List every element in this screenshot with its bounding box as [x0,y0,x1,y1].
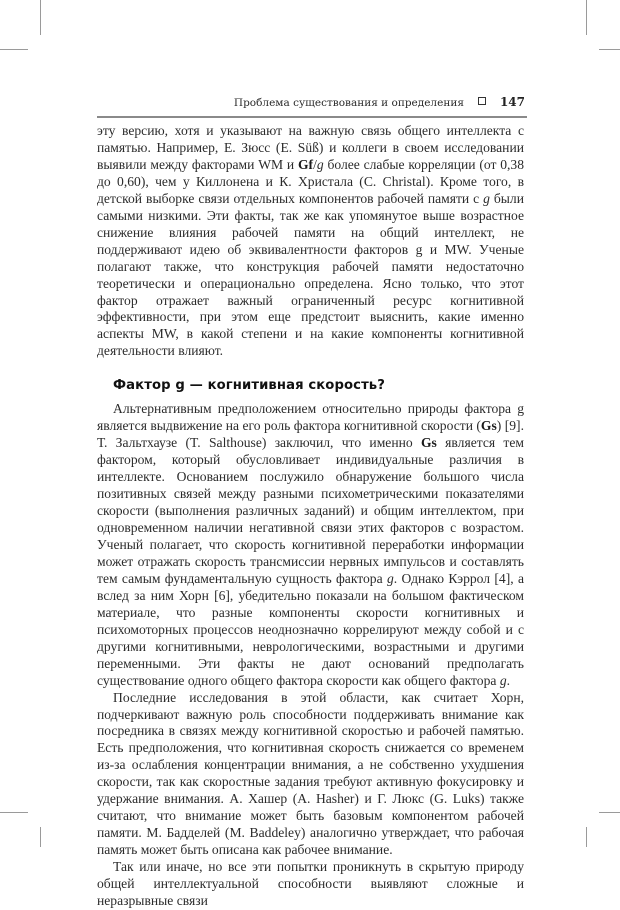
paragraph: Так или иначе, но все эти попытки проникнуть в скрытую природу общей интеллектуальной способности выявляют сложные и неразрывные связи [97,859,524,908]
paragraphs-before-heading [97,123,524,360]
bold-term: Gf [297,156,314,172]
crop-mark-bottom-left-vertical [40,827,41,847]
crop-mark-top-right-horizontal [599,49,620,50]
page-number: 147 [499,95,525,109]
bold-term: Gs [420,435,437,451]
paragraphs-after-heading [97,401,524,910]
paragraph: Последние исследования в этой области, как считает Хорн, подчеркивают важную роль способности поддерживать внимание как посредника в связях между когнитивной скоростью и рабочей памятью. Есть предположения, что когнитивная скорость снижается со временем из-за ослабления концентрации внимания, а не собственно ухудшения скорости, так как скоростные задания требуют активную фокусировку и удержание внимания. А. Хашер (A. Hasher) и Г. Люкс (G. Luks) также считают, что внимание может быть базовым компонентом рабочей памяти. М. Бадделей (M. Baddeley) аналогично утверждает, что рабочая память может быть описана как рабочее внимание. [97,689,524,858]
section-heading: Фактор g — когнитивная скорость? [113,378,385,394]
body-text [97,123,524,910]
crop-mark-bottom-right-horizontal [599,812,620,813]
italic-term: g [483,190,490,206]
bold-term: Gs [480,418,497,434]
header-rule [97,116,527,118]
running-head [97,95,525,111]
paragraph: эту версию, хотя и указывают на важную связь общего интеллекта с памятью. Например, Е. Зюсс (E. Süß) и коллеги в своем исследовании выявили между факторами WM и Gf/g более слабые корреляции (от 0,38 до 0,60), чем у Киллонена и К. Христала (C. Christal). Кроме того, в детской выборке связи отдельных компонентов рабочей памяти с g были самыми низкими. Эти факты, так же как упомянутое выше возрастное снижение влияния рабочей памяти на общий интеллект, не поддерживают идею об эквивалентности факторов g и MW. Ученые полагают также, что конструкция рабочей памяти недостаточно теоретически и операционально определена. Ясно только, что этот фактор отражает важный ограниченный ресурс когнитивной эффективности, при этом еще предстоит выяснить, какие именно аспекты MW, в какой степени и на какие компоненты когнитивной деятельности влияют. [97,123,524,359]
italic-term: g [386,570,394,586]
square-bullet-icon [478,97,486,105]
crop-mark-top-left-vertical [40,0,41,35]
paragraph: Альтернативным предположением относительно природы фактора g является выдвижение на его роль фактора когнитивной скорости (Gs) [9]. Т. Зальтхаузе (T. Salthouse) заключил, что именно Gs является тем фактором, который обусловливает индивидуальные различия в интеллекте. Основанием послужило обнаружение большого числа позитивных связей между разными психометрическими показателями скорости (выполнения различных заданий) и общим интеллектом, при одновременном наличии негативной связи этих факторов с возрастом. Ученый полагает, что скорость когнитивной переработки информации может отражать скорость трансмиссии нервных импульсов и составлять тем самым фундаментальную сущность фактора g. Однако Кэррол [4], а вслед за ним Хорн [6], убедительно показали на большом фактическом материале, что разные компоненты скорости когнитивных и психомоторных процессов неоднозначно коррелируют между собой и с другими когнитивными, неврологическими, возрастными и другими переменными. Эти факты не дают оснований предполагать существование одного общего фактора скорости как общего фактора g. [97,401,524,688]
crop-mark-top-right-vertical [586,0,587,35]
crop-mark-top-left-horizontal [0,49,28,50]
italic-term: g [499,672,507,688]
italic-term: g [316,156,324,172]
crop-mark-bottom-right-vertical [586,827,587,847]
running-head-title: Проблема существования и определения [233,97,464,109]
crop-mark-bottom-left-horizontal [0,812,28,813]
